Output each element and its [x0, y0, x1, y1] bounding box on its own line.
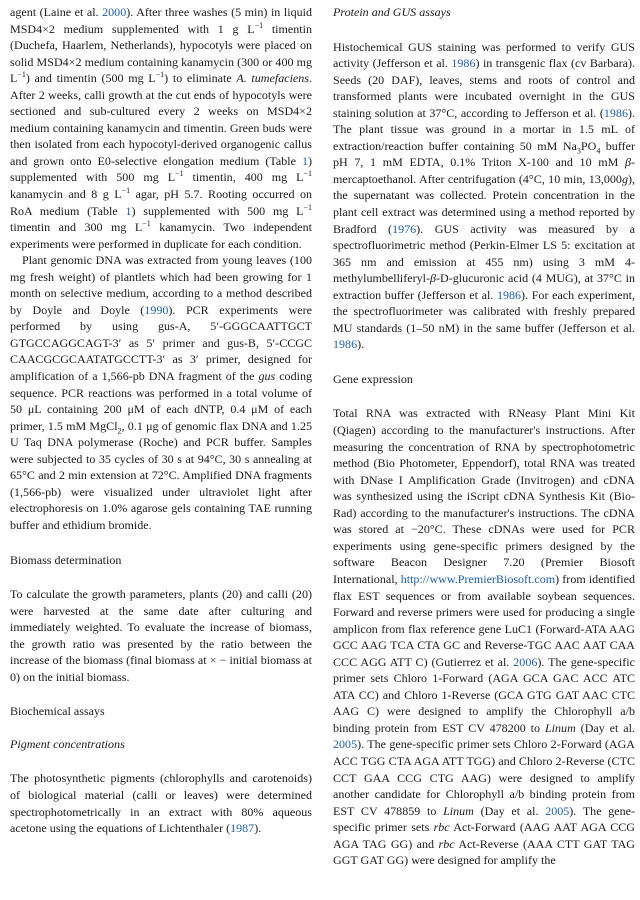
- heading-biomass: Biomass determination: [10, 552, 122, 567]
- citation-link[interactable]: 1986: [451, 56, 476, 71]
- premierbiosoft-link[interactable]: http://www.PremierBiosoft.com: [400, 571, 556, 586]
- paragraph-biomass: To calculate the growth parameters, plants (20) and calli (20) were harvested at the same date after culturing and immediately weighted. To evaluate the increase of biomass, the growth ratio was presented by the ratio between the increase of the biomass (final biomass at × − initial biomass at 0) on the initial biomass.: [10, 587, 312, 684]
- citation-link[interactable]: 1990: [144, 302, 169, 317]
- paragraph-gus: Histochemical GUS staining was performed to verify GUS activity (Jefferson et al. 1986) in transgenic flax (cv Barbara). Seeds (20 DAF), leaves, stems and roots of control and transformed plants were incubated overnight in the GUS staining solution at 37°C, according to Jefferson et al. (1986). The plant tissue was ground in a mortar in 1.5 mL of extraction/reaction buffer containing 50 mM $Na_3PO_4$ buffer pH 7, 1 mM EDTA, 0.1% Triton X-100 and 10 mM β-mercaptoethanol. After centrifugation (4°C, 10 min, 13,000g), the supernatant was collected. Protein concentration in the plant cell extract was determined using a method reported by Bradford (1976). GUS activity was measured by a spectrofluorimetric method (Perkin-Elmer LS 5: excitation at 365 nm and emission at 455 nm) using 3 mM 4-methylumbelliferyl-β-D-glucuronic acid (4 MUG), at 37°C in extraction buffer (Jefferson et al. 1986). For each experiment, the spectrofluorimeter was calibrated with freshly prepared MU standards (1–50 nM) in the same buffer (Jefferson et al. 1986).: [333, 39, 636, 352]
- citation-link[interactable]: 2006: [513, 654, 538, 669]
- citation-link[interactable]: 1986: [333, 337, 358, 352]
- heading-biochemical: Biochemical assays: [10, 704, 105, 719]
- table-link[interactable]: 1: [301, 153, 308, 168]
- citation-link[interactable]: 1986: [496, 287, 522, 302]
- paragraph-transformation: agent (Laine et al. 2000). After three washes (5 min) in liquid MSD4×2 medium supplemented with 1 g $L^{-1}$ timentin (Duchefa, Haarlem, Netherlands), hypocotyls were placed on solid MSD4×2 medium containing kanamycin (300 or 400 mg $L^{-1}$) and timentin (500 mg $L^{-1}$) to eliminate A. tumefaciens. After 2 weeks, calli growth at the cut ends of hypocotyls were sectioned and sub-cultured every 2 weeks on MSD4×2 medium containing kanamycin and timentin. Green buds were then isolated from each hypocotyl-derived organogenic callus and grown onto E0-selective elongation medium (Table 1) supplemented with 500 mg $L^{-1}$ timentin, 400 mg $L^{-1}$ kanamycin and 8 g $L^{-1}$ agar, pH 5.7. Rooting occurred on RoA medium (Table 1) supplemented with 500 mg $L^{-1}$ timentin and 300 mg $L^{-1}$ kanamycin. Two independent experiments were performed in duplicate for each condition.: [10, 5, 312, 251]
- citation-link[interactable]: 1987: [230, 821, 255, 836]
- citation-link[interactable]: 1976: [392, 221, 417, 236]
- left-column: [10, 4, 312, 837]
- subheading-pigment: Pigment concentrations: [10, 736, 125, 751]
- right-column: [333, 4, 635, 869]
- paragraph-pigment: The photosynthetic pigments (chlorophylls and carotenoids) of biological material (calli or leaves) were determined spectrophotometrically in an extract with 80% aqueous acetone using the equations of Lichtenthaler (1987).: [10, 771, 312, 836]
- citation-link[interactable]: 2005: [333, 737, 358, 752]
- table-link[interactable]: 1: [125, 203, 132, 218]
- paragraph-gene-expression: Total RNA was extracted with RNeasy Plant Mini Kit (Qiagen) according to the manufacturer's instructions. After measuring the concentration of RNA by spectrophotometric method (Bio Photometer, Eppendorf), total RNA was treated with DNase I Amplification Grade (Invitrogen) and cDNA was synthesized using the iScript cDNA Synthesis Kit (Bio-Rad) according to the manufacturer's instructions. The cDNA was stored at −20°C. These cDNAs were used for PCR experiments using gene-specific primers designed by the software Beacon Designer 7.20 (Premier Biosoft International, http://www.PremierBiosoft.com) from identified flax EST sequences or from available soybean sequences. Forward and reverse primers were used for producing a single amplicon from flax reference gene LuC1 (Forward-ATA AAG GCC AAG TCA CTA GC and Reverse-TGC AAC AAT CAA CCC AGG ATT C) (Gutierrez et al. 2006). The gene-specific primer sets Chloro 1-Forward (AGA GCA GAC ACC ATC ATA CC) and Chloro 1-Reverse (GCA GTG GAT AAC CTC AAG C) were designed to amplify the Chlorophyll a/b binding protein from EST CV 478200 to Linum (Day et al. 2005). The gene-specific primer sets Chloro 2-Forward (AGA ACC TGG CTA AGA ATT TGG) and Chloro 2-Reverse (CTC CCT GAA CCG CTG AAG) were designed to amplify another candidate for Chlorophyll a/b binding protein from EST CV 478859 to Linum (Day et al. 2005). The gene-specific primer sets rbc Act-Forward (AAG AAT AGA CCG AGA TAG GG) and rbc Act-Reverse (AAA CTT GAT TAG GGT GAT GG) were designed for amplify the: [333, 406, 636, 868]
- heading-gene-expression: Gene expression: [333, 371, 413, 386]
- paragraph-pcr: Plant genomic DNA was extracted from young leaves (100 mg fresh weight) of plantlets which had been growing for 1 month on selective medium, according to a method described by Doyle and Doyle (1990). PCR experiments were performed by using gus-A, 5′-GGGCAATTGCT GTGCCAGGCAGT-3′ as 5′ primer and gus-B, 5′-CCGC CAACGCGCAATATGCCTT-3′ as 3′ primer, designed for amplification of a 1,566-pb DNA fragment of the gus coding sequence. PCR reactions was performed in a total volume of 50 μL containing 200 μM of each dNTP, 0.4 μM of each primer, 1.5 mM MgCl$_2$, 0.1 μg of genomic flax DNA and 1.25 U Taq DNA polymerase (Roche) and PCR buffer. Samples were subjected to 35 cycles of 30 s at 94°C, 30 s annealing at 65°C and 2 min extension at 72°C. Amplified DNA fragments (1,566-pb) were visualized under ultraviolet light after electrophoresis on 1.0% agarose gels containing TAE running buffer and ethidium bromide.: [10, 253, 313, 532]
- citation-link[interactable]: 2000: [102, 5, 127, 19]
- citation-link[interactable]: 2005: [545, 803, 570, 818]
- citation-link[interactable]: 1986: [603, 105, 628, 120]
- subheading-protein-gus: Protein and GUS assays: [333, 5, 451, 19]
